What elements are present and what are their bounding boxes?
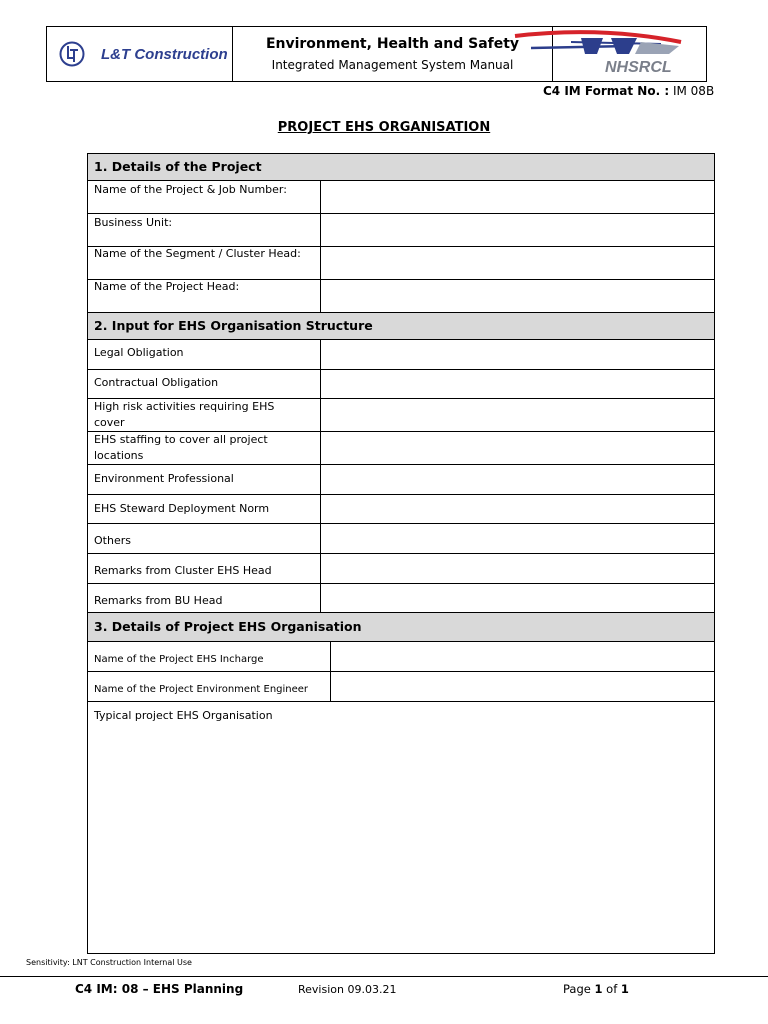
section-3-heading: 3. Details of Project EHS Organisation bbox=[88, 613, 714, 642]
format-label: C4 IM Format No. : bbox=[543, 84, 670, 98]
field-label: Others bbox=[94, 534, 131, 547]
legal-obligation-field[interactable] bbox=[320, 340, 714, 369]
field-label: Environment Professional bbox=[94, 472, 234, 485]
form-row bbox=[88, 524, 714, 554]
nhsrcl-logo-text: NHSRCL bbox=[605, 59, 672, 76]
ehs-staffing-field[interactable] bbox=[320, 432, 714, 464]
header-subtitle: Integrated Management System Manual bbox=[271, 58, 514, 72]
project-ehs-incharge-field[interactable] bbox=[330, 642, 714, 671]
form-row bbox=[88, 247, 714, 280]
footer-page-number bbox=[563, 982, 629, 996]
form-row bbox=[88, 181, 714, 214]
document-title: PROJECT EHS ORGANISATION bbox=[277, 120, 491, 135]
field-label: Name of the Project Head: bbox=[94, 280, 240, 293]
typical-ehs-organisation-area[interactable] bbox=[88, 702, 714, 953]
section-1-heading: 1. Details of the Project bbox=[88, 154, 714, 181]
nhsrcl-emblem-icon bbox=[511, 28, 701, 80]
field-label: High risk activities requiring EHS cover bbox=[94, 400, 275, 429]
field-label: EHS Steward Deployment Norm bbox=[94, 502, 270, 515]
sensitivity-label: Sensitivity: LNT Construction Internal Use bbox=[26, 958, 192, 967]
page-of: of bbox=[606, 982, 618, 996]
form-row bbox=[88, 280, 714, 313]
page-prefix: Page bbox=[563, 982, 591, 996]
form-row bbox=[88, 340, 714, 370]
business-unit-field[interactable] bbox=[320, 214, 714, 246]
high-risk-activities-field[interactable] bbox=[320, 399, 714, 431]
page-current: 1 bbox=[594, 982, 603, 996]
ehs-steward-norm-field[interactable] bbox=[320, 495, 714, 523]
footer-divider bbox=[0, 976, 768, 977]
form-row bbox=[88, 495, 714, 524]
typical-ehs-organisation-label: Typical project EHS Organisation bbox=[94, 709, 273, 722]
form-row bbox=[88, 642, 714, 672]
lt-emblem-icon bbox=[59, 41, 85, 67]
contractual-obligation-field[interactable] bbox=[320, 370, 714, 398]
lt-logo-text: L&T Construction bbox=[101, 46, 228, 63]
format-value: IM 08B bbox=[672, 84, 715, 98]
segment-cluster-head-field[interactable] bbox=[320, 247, 714, 279]
field-label: Remarks from BU Head bbox=[94, 594, 223, 607]
form-row bbox=[88, 432, 714, 465]
form-row bbox=[88, 399, 714, 432]
project-environment-engineer-field[interactable] bbox=[330, 672, 714, 701]
field-label: Name of the Segment / Cluster Head: bbox=[94, 247, 301, 260]
section-2-heading: 2. Input for EHS Organisation Structure bbox=[88, 313, 714, 340]
nhsrcl-logo bbox=[505, 26, 707, 82]
field-label: Name of the Project & Job Number: bbox=[94, 183, 287, 196]
environment-professional-field[interactable] bbox=[320, 465, 714, 494]
field-label: Name of the Project Environment Engineer bbox=[94, 684, 309, 695]
others-field[interactable] bbox=[320, 524, 714, 553]
form-row bbox=[88, 465, 714, 495]
field-label: Legal Obligation bbox=[94, 346, 184, 359]
field-label: Contractual Obligation bbox=[94, 376, 219, 389]
format-number bbox=[543, 84, 714, 98]
field-label: Business Unit: bbox=[94, 216, 173, 229]
project-name-job-number-field[interactable] bbox=[320, 181, 714, 213]
project-head-field[interactable] bbox=[320, 280, 714, 312]
field-label: Name of the Project EHS Incharge bbox=[94, 654, 264, 665]
field-label: EHS staffing to cover all project locations bbox=[94, 433, 268, 462]
form-row bbox=[88, 672, 714, 702]
form-row bbox=[88, 584, 714, 613]
cluster-ehs-head-remarks-field[interactable] bbox=[320, 554, 714, 583]
form-row bbox=[88, 214, 714, 247]
header-title: Environment, Health and Safety bbox=[265, 36, 520, 52]
bu-head-remarks-field[interactable] bbox=[320, 584, 714, 612]
ehs-organisation-form bbox=[87, 153, 715, 954]
lt-construction-logo bbox=[47, 27, 233, 81]
page-total: 1 bbox=[620, 982, 629, 996]
form-row bbox=[88, 370, 714, 399]
footer-revision: Revision 09.03.21 bbox=[298, 983, 397, 996]
footer-doc-reference: C4 IM: 08 – EHS Planning bbox=[75, 982, 244, 996]
field-label: Remarks from Cluster EHS Head bbox=[94, 564, 272, 577]
form-row bbox=[88, 554, 714, 584]
